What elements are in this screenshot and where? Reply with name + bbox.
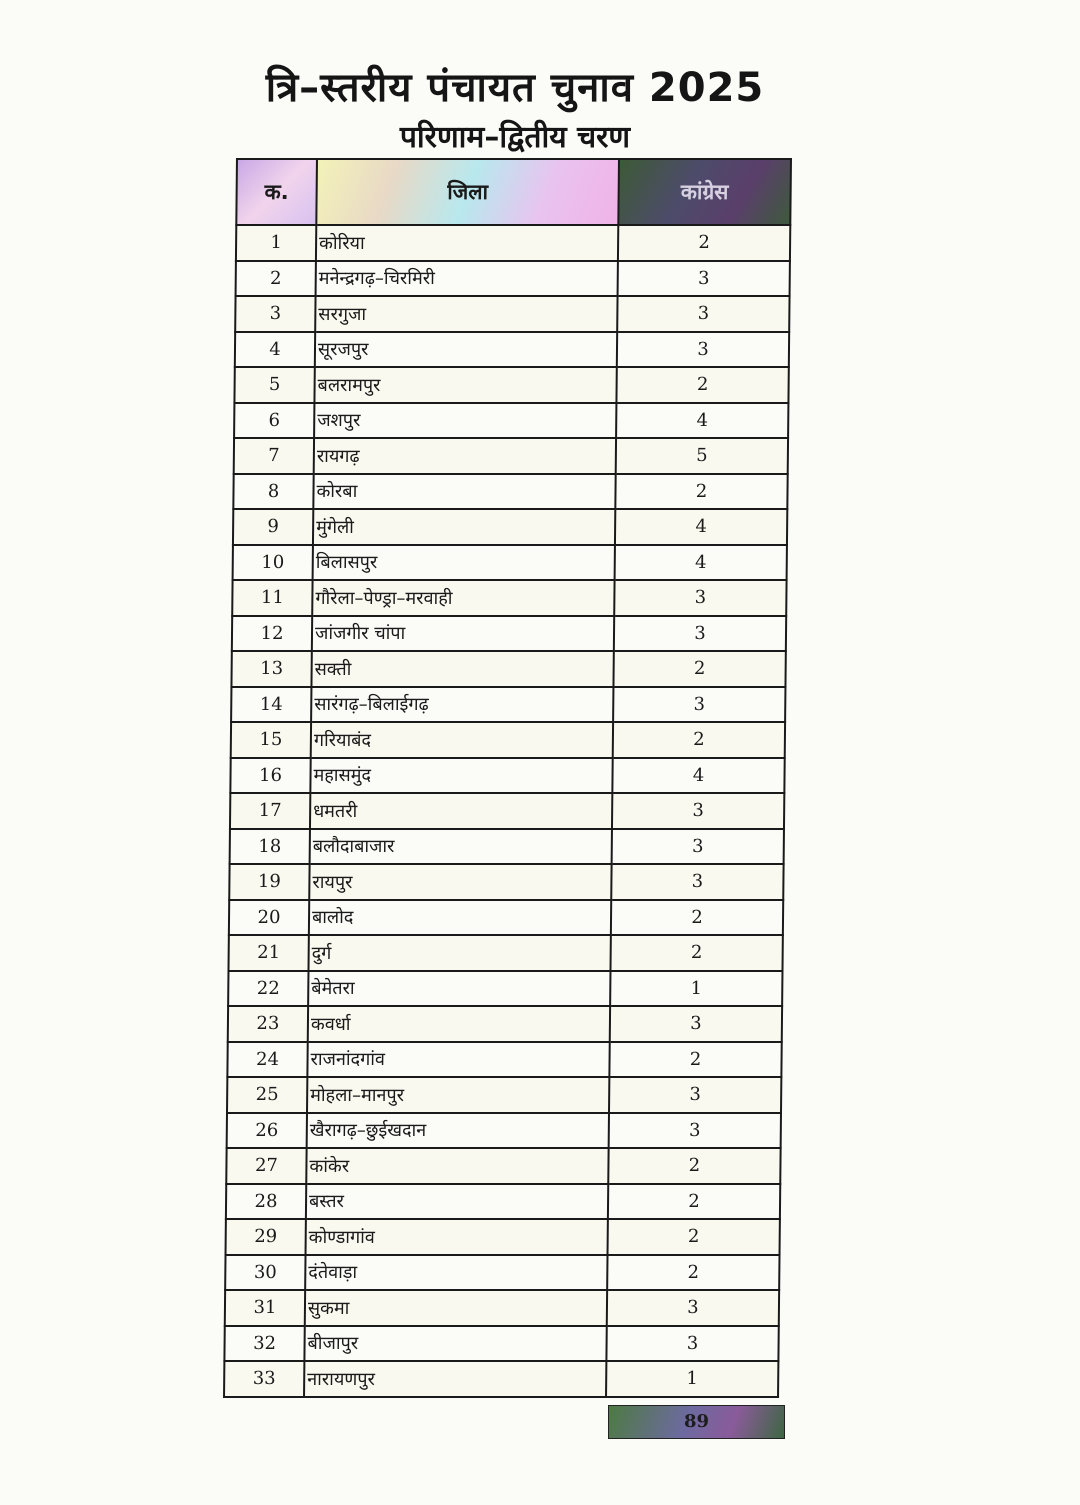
- table-row: [234, 438, 788, 474]
- congress-value-cell: 2: [610, 935, 782, 971]
- serial-number-cell: 4: [235, 332, 315, 368]
- serial-number-cell: 32: [224, 1326, 304, 1362]
- congress-value-cell: 2: [608, 1219, 780, 1255]
- district-cell: राजनांदगांव: [307, 1042, 609, 1078]
- serial-number-cell: 15: [231, 722, 311, 758]
- table-row: [230, 758, 784, 794]
- table-row: [233, 509, 787, 545]
- district-cell: गौरेला–पेण्ड्रा–मरवाही: [312, 580, 614, 616]
- district-cell: कोरबा: [313, 474, 615, 510]
- district-cell: बलरामपुर: [314, 367, 616, 403]
- congress-value-cell: 3: [614, 580, 786, 616]
- district-cell: कवर्धा: [308, 1006, 610, 1042]
- table-row: [225, 1290, 779, 1326]
- serial-number-cell: 14: [231, 687, 311, 723]
- table-row: [231, 687, 785, 723]
- district-cell: सारंगढ़–बिलाईगढ़: [311, 687, 613, 723]
- serial-number-cell: 23: [228, 1006, 308, 1042]
- table-row: [234, 367, 788, 403]
- district-cell: रायगढ़: [314, 438, 616, 474]
- district-cell: सक्ती: [311, 651, 613, 687]
- congress-value-cell: 3: [612, 829, 784, 865]
- district-cell: बालोद: [309, 900, 611, 936]
- congress-value-cell: 4: [616, 403, 788, 439]
- table-row: [233, 545, 787, 581]
- congress-value-cell: 3: [618, 261, 790, 297]
- table-row: [227, 1077, 781, 1113]
- district-cell: खैरागढ़–छुईखदान: [307, 1113, 609, 1149]
- serial-number-cell: 5: [234, 367, 314, 403]
- table-row: [224, 1326, 778, 1362]
- header-serial-number: क.: [236, 159, 317, 225]
- table-body: [224, 225, 790, 1397]
- table-row: [224, 1361, 778, 1397]
- serial-number-cell: 3: [235, 296, 315, 332]
- congress-value-cell: 3: [609, 1113, 781, 1149]
- district-cell: रायपुर: [309, 864, 611, 900]
- serial-number-cell: 13: [231, 651, 311, 687]
- serial-number-cell: 16: [230, 758, 310, 794]
- table-row: [232, 616, 786, 652]
- header-district: जिला: [316, 159, 619, 225]
- table-row: [228, 935, 782, 971]
- serial-number-cell: 28: [226, 1184, 306, 1220]
- table-row: [229, 864, 783, 900]
- table-row: [228, 1006, 782, 1042]
- table-row: [226, 1148, 780, 1184]
- district-cell: दुर्ग: [308, 935, 610, 971]
- congress-value-cell: 3: [611, 864, 783, 900]
- district-cell: गरियाबंद: [311, 722, 613, 758]
- district-cell: बलौदाबाजार: [310, 829, 612, 865]
- serial-number-cell: 31: [225, 1290, 305, 1326]
- document-subtitle: परिणाम–द्वितीय चरण: [399, 120, 631, 155]
- congress-value-cell: 2: [608, 1184, 780, 1220]
- district-cell: जशपुर: [314, 403, 616, 439]
- table-row: [235, 296, 789, 332]
- district-cell: बेमेतरा: [308, 971, 610, 1007]
- congress-value-cell: 2: [608, 1148, 780, 1184]
- table-row: [230, 829, 784, 865]
- congress-value-cell: 2: [615, 474, 787, 510]
- congress-value-cell: 3: [617, 296, 789, 332]
- district-cell: बीजापुर: [304, 1326, 606, 1362]
- table-row: [234, 403, 788, 439]
- table-row: [235, 332, 789, 368]
- table-row: [232, 580, 786, 616]
- congress-value-cell: 1: [610, 971, 782, 1007]
- serial-number-cell: 22: [228, 971, 308, 1007]
- congress-value-cell: 3: [609, 1077, 781, 1113]
- table-row: [226, 1184, 780, 1220]
- congress-value-cell: 2: [613, 722, 785, 758]
- congress-value-cell: 2: [611, 900, 783, 936]
- district-cell: सुकमा: [305, 1290, 607, 1326]
- district-cell: मनेन्द्रगढ़–चिरमिरी: [316, 261, 618, 297]
- serial-number-cell: 1: [236, 225, 316, 261]
- district-cell: महासमुंद: [310, 758, 612, 794]
- congress-value-cell: 3: [606, 1326, 778, 1362]
- congress-value-cell: 3: [614, 616, 786, 652]
- congress-value-cell: 2: [607, 1255, 779, 1291]
- serial-number-cell: 27: [226, 1148, 306, 1184]
- congress-value-cell: 3: [607, 1290, 779, 1326]
- congress-value-cell: 3: [612, 793, 784, 829]
- district-cell: नारायणपुर: [304, 1361, 606, 1397]
- serial-number-cell: 20: [229, 900, 309, 936]
- table-row: [229, 900, 783, 936]
- district-cell: कोरिया: [316, 225, 618, 261]
- congress-value-cell: 2: [616, 367, 788, 403]
- serial-number-cell: 9: [233, 509, 313, 545]
- results-table: [223, 158, 792, 1398]
- serial-number-cell: 7: [234, 438, 314, 474]
- serial-number-cell: 21: [228, 935, 308, 971]
- district-cell: मोहला–मानपुर: [307, 1077, 609, 1113]
- table-row: [227, 1113, 781, 1149]
- district-cell: जांजगीर चांपा: [312, 616, 614, 652]
- serial-number-cell: 19: [229, 864, 309, 900]
- table-row: [231, 651, 785, 687]
- congress-value-cell: 4: [615, 545, 787, 581]
- district-cell: बस्तर: [306, 1184, 608, 1220]
- congress-value-cell: 3: [610, 1006, 782, 1042]
- table-row: [225, 1255, 779, 1291]
- total-seats: 89: [608, 1405, 785, 1439]
- district-cell: सूरजपुर: [315, 332, 617, 368]
- serial-number-cell: 26: [227, 1113, 307, 1149]
- district-cell: सरगुजा: [315, 296, 617, 332]
- serial-number-cell: 29: [226, 1219, 306, 1255]
- table-row: [226, 1219, 780, 1255]
- district-cell: बिलासपुर: [313, 545, 615, 581]
- table-row: [236, 261, 790, 297]
- congress-value-cell: 2: [618, 225, 790, 261]
- district-cell: दंतेवाड़ा: [305, 1255, 607, 1291]
- congress-value-cell: 5: [616, 438, 788, 474]
- header-congress: कांग्रेस: [618, 159, 791, 225]
- serial-number-cell: 12: [232, 616, 312, 652]
- serial-number-cell: 10: [233, 545, 313, 581]
- table-row: [233, 474, 787, 510]
- serial-number-cell: 11: [232, 580, 312, 616]
- serial-number-cell: 2: [236, 261, 316, 297]
- serial-number-cell: 18: [230, 829, 310, 865]
- table-header-row: [236, 159, 791, 225]
- document-title: त्रि–स्तरीय पंचायत चुनाव 2025: [265, 65, 765, 111]
- table-row: [230, 793, 784, 829]
- serial-number-cell: 8: [233, 474, 313, 510]
- congress-value-cell: 4: [612, 758, 784, 794]
- congress-value-cell: 1: [606, 1361, 778, 1397]
- district-cell: धमतरी: [310, 793, 612, 829]
- congress-value-cell: 4: [615, 509, 787, 545]
- serial-number-cell: 17: [230, 793, 310, 829]
- serial-number-cell: 33: [224, 1361, 304, 1397]
- serial-number-cell: 6: [234, 403, 314, 439]
- table-row: [231, 722, 785, 758]
- congress-value-cell: 3: [613, 687, 785, 723]
- congress-value-cell: 3: [617, 332, 789, 368]
- serial-number-cell: 25: [227, 1077, 307, 1113]
- congress-value-cell: 2: [613, 651, 785, 687]
- serial-number-cell: 30: [225, 1255, 305, 1291]
- congress-value-cell: 2: [609, 1042, 781, 1078]
- table-row: [236, 225, 790, 261]
- district-cell: कोण्डागांव: [306, 1219, 608, 1255]
- district-cell: मुंगेली: [313, 509, 615, 545]
- table-row: [227, 1042, 781, 1078]
- table-row: [228, 971, 782, 1007]
- serial-number-cell: 24: [227, 1042, 307, 1078]
- district-cell: कांकेर: [306, 1148, 608, 1184]
